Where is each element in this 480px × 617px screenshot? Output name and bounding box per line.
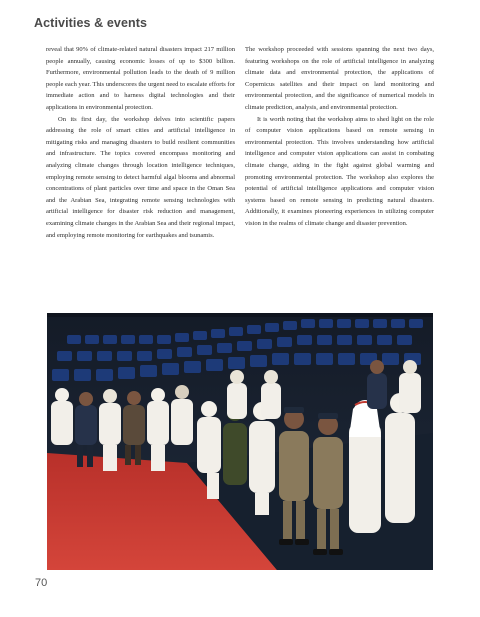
page-number: 70 — [35, 577, 48, 589]
paragraph: reveal that 90% of climate-related natural disasters impact 217 million people annually, causing economic losses of up to $300 billion. Furthermore, environmental pollution leads to the death of 9 million people each year. This underscores the urgent need to escalate efforts for immediate action and to harness digital technologies and their applications in environmental protection. — [46, 46, 235, 111]
paragraph: On its first day, the workshop delves into scientific papers addressing the role of smart cities and artificial intelligence in mitigating risks and managing disasters to build resilient communities and infrastructure. The topics covered encompass monitoring and analyzing climate changes through location intelligence techniques, employing remote sensing to detect harmful algal blooms and abnormal concentrations of plant particles over time and space in the Oman Sea and the Arabian Sea, integrating remote sensing technologies with artificial intelligence for disaster risk reduction and management, examining climate changes in the Arabian Sea and their regional impact, and employing remote monitoring for earthquakes and tsunamis. — [46, 115, 235, 239]
auditorium-audience-illustration — [47, 313, 433, 570]
paragraph: The workshop proceeded with sessions spanning the next two days, featuring workshops on the role of artificial intelligence in analyzing climate data and environmental protection, the applications of Copernicus satellites and their impact on land monitoring and environmental protection, and the significance of numerical models in climate prediction, analysis, and environmental protection. — [245, 46, 434, 111]
event-photo — [47, 313, 433, 570]
section-title: Activities & events — [34, 16, 148, 30]
article-left-column — [46, 44, 235, 241]
article-right-column — [245, 44, 434, 230]
paragraph: It is worth noting that the workshop aims to shed light on the role of computer vision applications based on remote sensing in environmental protection. This involves understanding how artificial intelligence and computer vision applications can assist in combating climate change, aiding in the fight against global warming and promoting environmental protection. The workshop also explores the potential of artificial intelligence applications and computer vision systems based on remote sensing in predicting natural disasters. Additionally, it examines pioneering experiences in utilizing computer vision in the realms of climate change and disaster prevention. — [245, 115, 434, 227]
